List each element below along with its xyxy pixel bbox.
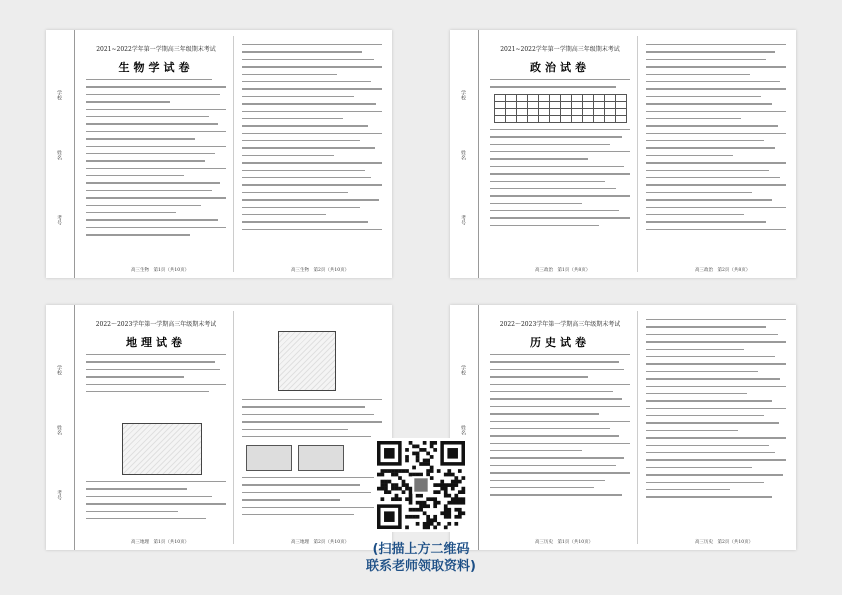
- qr-code-graphic: [374, 438, 468, 532]
- photo-figure: [298, 445, 344, 471]
- exam-title: 历史试卷: [530, 336, 590, 349]
- page-fold: [233, 36, 234, 272]
- question-text: [242, 44, 382, 230]
- page-footer: 高三生物 第2页（共10页）: [291, 268, 350, 273]
- page-footer: 高三地理 第1页（共10页）: [131, 540, 190, 545]
- exam-header: 2021~2022学年第一学期高三年级期末考试: [500, 46, 620, 53]
- binding-margin: 学校 姓名 考号: [46, 30, 75, 278]
- qr-code[interactable]: [374, 438, 468, 532]
- page-footer: 高三政治 第1页（共8页）: [535, 268, 591, 273]
- question-text: [646, 319, 786, 498]
- exam-title: 生物学试卷: [118, 61, 194, 74]
- question-text: [490, 79, 630, 88]
- exam-title: 政治试卷: [530, 61, 590, 74]
- qr-caption-line2: 联系老师领取资料): [366, 559, 476, 574]
- page-fold: [233, 311, 234, 544]
- question-text: [86, 481, 226, 519]
- binding-margin: 学校 姓名 考号: [46, 305, 75, 550]
- exam-paper-politics: [450, 30, 796, 278]
- binding-margin: 学校 姓名: [450, 305, 479, 550]
- page-footer: 高三地理 第2页（共10页）: [291, 540, 350, 545]
- exam-paper-geography: [46, 305, 392, 550]
- answer-grid: [494, 94, 627, 123]
- exam-header: 2022～2023学年第一学期高三年级期末考试: [499, 321, 621, 328]
- river-map-figure: [278, 331, 336, 391]
- page-fold: [637, 36, 638, 272]
- map-figure: [122, 423, 202, 475]
- page-fold: [637, 311, 638, 544]
- question-text: [242, 477, 382, 515]
- exam-paper-history: [450, 305, 796, 550]
- question-text: [86, 79, 226, 236]
- page-footer: 高三生物 第1页（共10页）: [131, 268, 190, 273]
- qr-caption: [330, 541, 512, 575]
- question-text: [242, 399, 382, 437]
- page-footer: 高三历史 第1页（共10页）: [535, 540, 594, 545]
- exam-title: 地理试卷: [126, 336, 186, 349]
- question-text: [490, 354, 630, 496]
- exam-header: 2022～2023学年第一学期高三年级期末考试: [95, 321, 217, 328]
- qr-caption-line1: (扫描上方二维码: [372, 542, 470, 557]
- question-text: [646, 44, 786, 230]
- page-footer: 高三历史 第2页（共10页）: [695, 540, 754, 545]
- question-text: [86, 354, 226, 392]
- photo-figure: [246, 445, 292, 471]
- exam-header: 2021~2022学年第一学期高三年级期末考试: [96, 46, 216, 53]
- exam-paper-biology: [46, 30, 392, 278]
- question-text: [490, 129, 630, 226]
- binding-margin: 学校 姓名 考号: [450, 30, 479, 278]
- page-footer: 高三政治 第2页（共8页）: [695, 268, 751, 273]
